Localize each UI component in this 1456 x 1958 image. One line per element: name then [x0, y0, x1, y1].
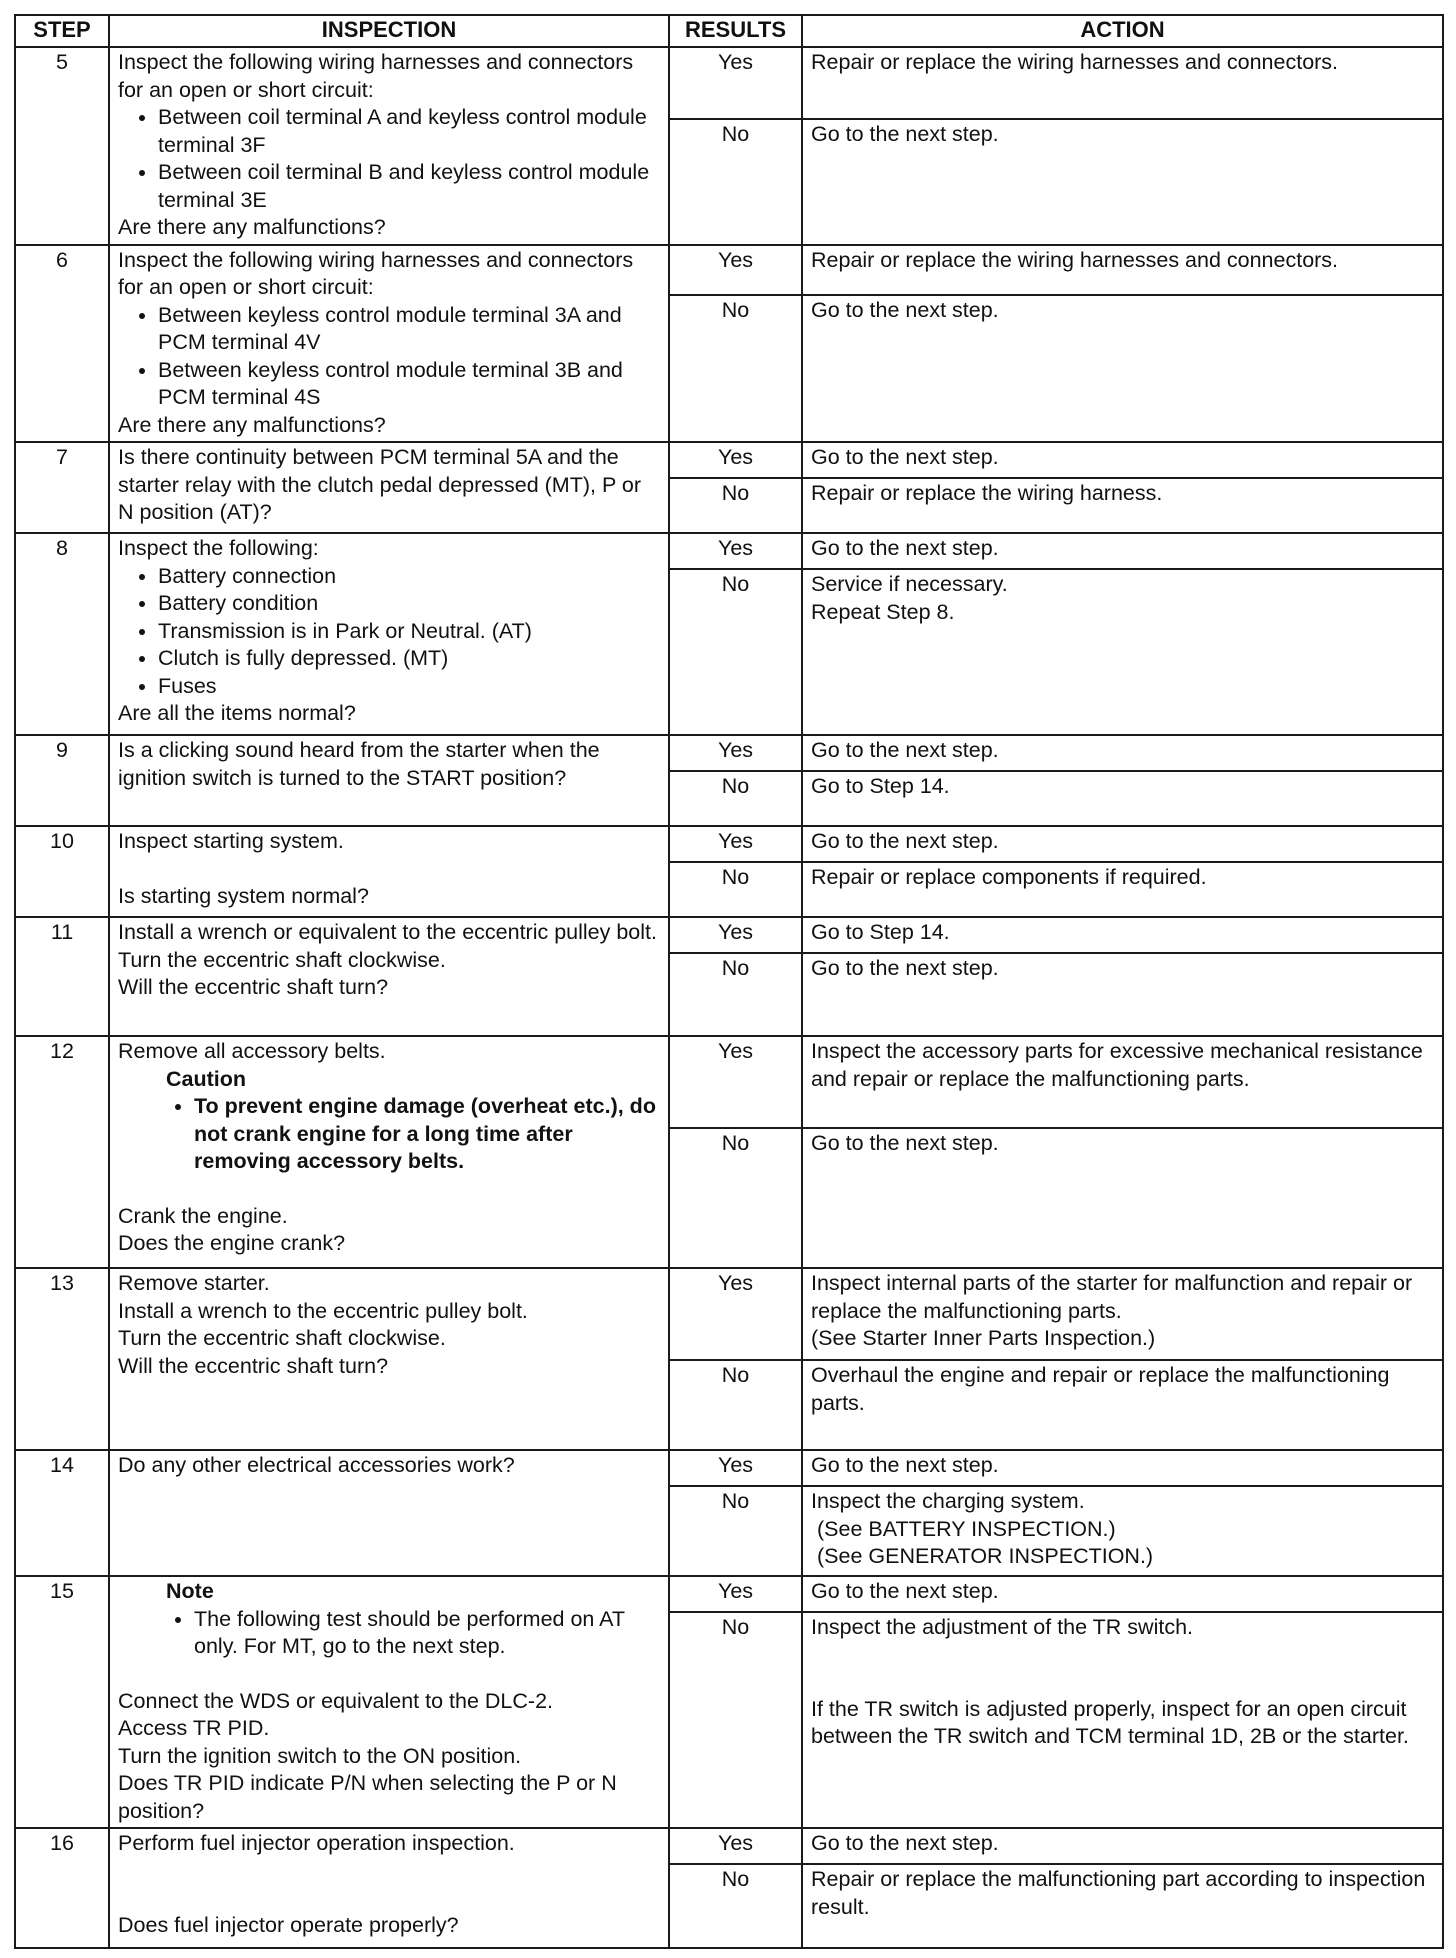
inspection-cell — [109, 47, 669, 245]
result-label: Yes — [669, 917, 802, 953]
step-number: 5 — [15, 47, 109, 245]
action-cell — [802, 1128, 1443, 1268]
action-text: Go to the next step. — [811, 1131, 999, 1155]
inspection-text: Remove all accessory belts. — [118, 1039, 386, 1063]
inspection-text: Inspect the following wiring harnesses and connectors for an open or short circuit: — [118, 247, 634, 299]
inspection-text: Turn the ignition switch to the ON position. — [118, 1743, 522, 1768]
result-label: Yes — [669, 47, 802, 119]
action-cell — [802, 1828, 1443, 1864]
table-row — [15, 245, 1443, 296]
action-cell — [802, 771, 1443, 826]
inspection-text: Inspect the following: — [118, 536, 319, 560]
step-number: 7 — [15, 442, 109, 533]
step-number: 13 — [15, 1268, 109, 1450]
table-row — [15, 442, 1443, 478]
step-number: 10 — [15, 826, 109, 917]
inspection-cell — [109, 1036, 669, 1268]
inspection-text: Install a wrench or equivalent to the eccentric pulley bolt. — [118, 920, 657, 944]
step-number: 12 — [15, 1036, 109, 1268]
action-text: Go to the next step. — [811, 1453, 999, 1477]
bullet-list — [118, 563, 660, 701]
action-cell — [802, 826, 1443, 862]
inspection-question: Will the eccentric shaft turn? — [118, 975, 389, 999]
inspection-cell — [109, 442, 669, 533]
bullet-item: • Between keyless control module terminal 3A and PCM terminal 4V — [158, 302, 660, 357]
action-text: Go to the next step. — [811, 738, 999, 762]
action-cell — [802, 119, 1443, 245]
inspection-question: Are there any malfunctions? — [118, 215, 386, 239]
result-label: No — [669, 295, 802, 442]
action-text: Go to the next step. — [811, 1831, 999, 1855]
table-row — [15, 1576, 1443, 1612]
bullet-item: • Between keyless control module terminal 3B and PCM terminal 4S — [158, 357, 660, 412]
action-text: Inspect the charging system. — [811, 1489, 1085, 1513]
table-row — [15, 735, 1443, 771]
inspection-cell — [109, 735, 669, 826]
inspection-text: Connect the WDS or equivalent to the DLC-2. — [118, 1688, 553, 1713]
bullet-list — [118, 302, 660, 412]
action-text: Repair or replace the wiring harnesses and connectors. — [811, 247, 1339, 272]
result-label: No — [669, 1486, 802, 1576]
inspection-question: Does fuel injector operate properly? — [118, 1912, 459, 1937]
step-number: 6 — [15, 245, 109, 443]
result-label: No — [669, 771, 802, 826]
inspection-cell — [109, 1450, 669, 1576]
result-label: No — [669, 569, 802, 735]
inspection-text: Access TR PID. — [118, 1716, 270, 1740]
step-number: 11 — [15, 917, 109, 1036]
inspection-text: Perform fuel injector operation inspection. — [118, 1831, 515, 1855]
action-cell — [802, 1612, 1443, 1828]
action-cell — [802, 917, 1443, 953]
action-text: Repair or replace components if required. — [811, 865, 1207, 889]
inspection-text: Inspect starting system. — [118, 829, 344, 853]
note-title: Note — [166, 1579, 214, 1603]
action-cell — [802, 442, 1443, 478]
action-cell — [802, 569, 1443, 735]
action-cell — [802, 295, 1443, 442]
action-text: Repair or replace the malfunctioning part according to inspection result. — [811, 1867, 1426, 1919]
action-cell — [802, 735, 1443, 771]
note-item: • The following test should be performed on AT only. For MT, go to the next step. — [194, 1606, 660, 1661]
bullet-item: • Between coil terminal B and keyless control module terminal 3E — [158, 159, 660, 214]
action-text: Inspect the accessory parts for excessive mechanical resistance and repair or replace the malfunctioning parts. — [811, 1039, 1423, 1091]
result-label: No — [669, 1360, 802, 1450]
inspection-text: Turn the eccentric shaft clockwise. — [118, 947, 446, 972]
step-header: STEP — [15, 15, 109, 47]
bullet-item: • Battery condition — [158, 590, 660, 618]
action-text: (See BATTERY INSPECTION.) — [817, 1516, 1116, 1541]
inspection-question: Are all the items normal? — [118, 701, 356, 725]
action-cell — [802, 47, 1443, 119]
result-label: Yes — [669, 826, 802, 862]
action-cell — [802, 478, 1443, 533]
action-cell — [802, 1450, 1443, 1486]
inspection-question: Are there any malfunctions? — [118, 412, 386, 437]
inspection-cell — [109, 245, 669, 443]
action-cell — [802, 1576, 1443, 1612]
action-text: Repair or replace the wiring harness. — [811, 481, 1163, 505]
header-row — [15, 15, 1443, 47]
action-text: Repair or replace the wiring harnesses and connectors. — [811, 50, 1339, 74]
action-text: Inspect the adjustment of the TR switch. — [811, 1615, 1194, 1639]
result-label: Yes — [669, 1576, 802, 1612]
inspection-cell — [109, 533, 669, 735]
table-row — [15, 1450, 1443, 1486]
step-number: 16 — [15, 1828, 109, 1948]
step-number: 8 — [15, 533, 109, 735]
action-text: Go to the next step. — [811, 536, 999, 560]
result-label: No — [669, 862, 802, 917]
action-text: Service if necessary. — [811, 572, 1008, 596]
result-label: Yes — [669, 735, 802, 771]
table-row — [15, 1268, 1443, 1360]
table-row — [15, 47, 1443, 119]
action-cell — [802, 1360, 1443, 1450]
step-number: 14 — [15, 1450, 109, 1576]
action-text: Overhaul the engine and repair or replace the malfunctioning parts. — [811, 1363, 1390, 1415]
bullet-item: • Fuses — [158, 673, 660, 701]
action-text: Repeat Step 8. — [811, 599, 955, 624]
result-label: No — [669, 478, 802, 533]
action-text: Go to Step 14. — [811, 774, 950, 798]
action-header: ACTION — [802, 15, 1443, 47]
action-text: (See Starter Inner Parts Inspection.) — [811, 1326, 1156, 1350]
action-text: (See GENERATOR INSPECTION.) — [817, 1544, 1154, 1568]
inspection-text: Is a clicking sound heard from the starter when the ignition switch is turned to the START position? — [118, 738, 600, 790]
action-cell — [802, 245, 1443, 296]
table-row — [15, 533, 1443, 569]
action-cell — [802, 1268, 1443, 1360]
caution-item: • To prevent engine damage (overheat etc.), do not crank engine for a long time after removing accessory belts. — [194, 1093, 660, 1176]
action-text: Go to the next step. — [811, 829, 999, 853]
inspection-question: Does the engine crank? — [118, 1231, 346, 1255]
action-cell — [802, 1036, 1443, 1128]
table-row — [15, 1828, 1443, 1864]
action-text: Go to the next step. — [811, 445, 999, 469]
action-text: Inspect internal parts of the starter for malfunction and repair or replace the malfunctioning parts. — [811, 1271, 1413, 1323]
bullet-item: • Battery connection — [158, 563, 660, 591]
table-row — [15, 917, 1443, 953]
table-row — [15, 826, 1443, 862]
inspection-cell — [109, 1268, 669, 1450]
step-number: 9 — [15, 735, 109, 826]
result-label: Yes — [669, 1450, 802, 1486]
inspection-header: INSPECTION — [109, 15, 669, 47]
result-label: No — [669, 1612, 802, 1828]
results-header: RESULTS — [669, 15, 802, 47]
action-cell — [802, 953, 1443, 1036]
action-text: Go to the next step. — [811, 1579, 999, 1603]
inspection-text: Turn the eccentric shaft clockwise. — [118, 1326, 446, 1350]
action-cell — [802, 1486, 1443, 1576]
inspection-text: Install a wrench to the eccentric pulley bolt. — [118, 1298, 528, 1323]
result-label: Yes — [669, 1268, 802, 1360]
table-row — [15, 1036, 1443, 1128]
note-list — [118, 1606, 660, 1661]
result-label: No — [669, 1864, 802, 1948]
action-text: Go to the next step. — [811, 121, 999, 146]
action-text: Go to Step 14. — [811, 920, 950, 944]
caution-list — [118, 1093, 660, 1176]
inspection-cell — [109, 826, 669, 917]
inspection-cell — [109, 1828, 669, 1948]
inspection-question: Do any other electrical accessories work? — [118, 1453, 515, 1477]
inspection-text: Crank the engine. — [118, 1203, 288, 1228]
action-text: Go to the next step. — [811, 298, 999, 323]
result-label: Yes — [669, 1036, 802, 1128]
result-label: Yes — [669, 533, 802, 569]
action-cell — [802, 862, 1443, 917]
inspection-table — [14, 14, 1444, 1949]
inspection-question: Is starting system normal? — [118, 883, 369, 908]
inspection-question: Will the eccentric shaft turn? — [118, 1353, 389, 1378]
result-label: Yes — [669, 245, 802, 296]
action-text: If the TR switch is adjusted properly, inspect for an open circuit between the TR switch and TCM terminal 1D, 2B or the starter. — [811, 1696, 1409, 1748]
result-label: Yes — [669, 1828, 802, 1864]
bullet-item: • Between coil terminal A and keyless control module terminal 3F — [158, 104, 660, 159]
bullet-item: • Clutch is fully depressed. (MT) — [158, 645, 660, 673]
action-cell — [802, 1864, 1443, 1948]
result-label: No — [669, 119, 802, 245]
action-cell — [802, 533, 1443, 569]
step-number: 15 — [15, 1576, 109, 1828]
inspection-text: Remove starter. — [118, 1271, 270, 1295]
caution-title: Caution — [166, 1066, 247, 1091]
result-label: No — [669, 1128, 802, 1268]
inspection-text: Is there continuity between PCM terminal 5A and the starter relay with the clutch pedal depressed (MT), P or N position (AT)? — [118, 445, 641, 524]
result-label: Yes — [669, 442, 802, 478]
inspection-cell — [109, 1576, 669, 1828]
action-text: Go to the next step. — [811, 956, 999, 980]
inspection-cell — [109, 917, 669, 1036]
result-label: No — [669, 953, 802, 1036]
bullet-list — [118, 104, 660, 214]
bullet-item: • Transmission is in Park or Neutral. (AT) — [158, 618, 660, 646]
inspection-text: Inspect the following wiring harnesses and connectors for an open or short circuit: — [118, 50, 634, 102]
inspection-question: Does TR PID indicate P/N when selecting the P or N position? — [118, 1771, 617, 1823]
